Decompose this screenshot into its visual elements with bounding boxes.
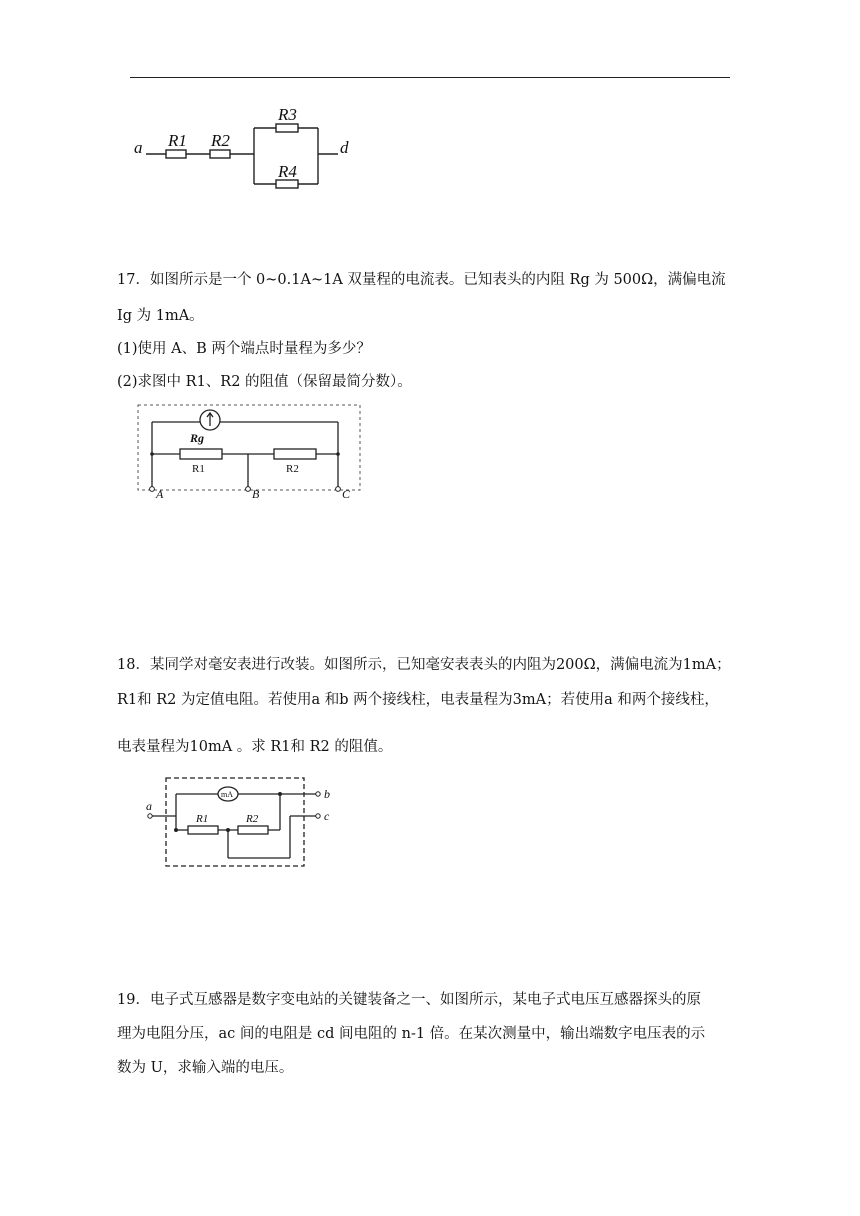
q18-line1: 18．某同学对毫安表进行改装。如图所示，已知毫安表表头的内阻为200Ω，满偏电流为1mA； (117, 657, 731, 673)
terminal-c-label: C (342, 487, 351, 501)
terminal-a-label: A (156, 487, 164, 501)
r2-label: R2 (286, 463, 299, 475)
node-a-label: a (134, 138, 143, 157)
header-rule (130, 77, 730, 78)
terminal-c-label: c (324, 809, 330, 823)
node-d-label: d (340, 138, 349, 157)
circuit-figure-1 (128, 100, 368, 200)
q18-line3: 电表量程为10mA 。求 R1和 R2 的阻值。 (117, 739, 393, 755)
milliammeter-circuit-figure (140, 774, 340, 874)
r2-label: R2 (211, 131, 230, 150)
terminal-a-label: a (146, 799, 152, 813)
q19-line2: 理为电阻分压，ac 间的电阻是 cd 间电阻的 n-1 倍。在某次测量中，输出端数字电压表的示 (117, 1026, 706, 1042)
q17-line1: 17．如图所示是一个 0~0.1A~1A 双量程的电流表。已知表头的内阻 Rg 为 500Ω，满偏电流 (117, 272, 726, 288)
r2-label: R2 (246, 813, 259, 825)
r3-label: R3 (278, 105, 297, 124)
q17-sub1: (1)使用 A、B 两个端点时量程为多少？ (117, 341, 371, 357)
q19-line3: 数为 U，求输入端的电压。 (117, 1060, 294, 1076)
ammeter-circuit-figure (130, 400, 370, 505)
r1-label: R1 (192, 463, 205, 475)
meter-label: mA (221, 790, 233, 799)
q19-line1: 19．电子式互感器是数字变电站的关键装备之一、如图所示，某电子式电压互感器探头的原 (117, 992, 701, 1008)
terminal-b-label: B (252, 487, 260, 501)
r4-label: R4 (278, 162, 297, 181)
q17-sub2: (2)求图中 R1、R2 的阻值（保留最简分数）。 (117, 374, 412, 390)
terminal-b-label: b (324, 787, 330, 801)
q18-line2: R1和 R2 为定值电阻。若使用a 和b 两个接线柱，电表量程为3mA；若使用a 和两个接线柱， (117, 692, 719, 708)
r1-label: R1 (168, 131, 187, 150)
rg-label: Rg (190, 431, 205, 445)
r1-label: R1 (196, 813, 209, 825)
q17-line2: Ig 为 1mA。 (117, 308, 204, 324)
